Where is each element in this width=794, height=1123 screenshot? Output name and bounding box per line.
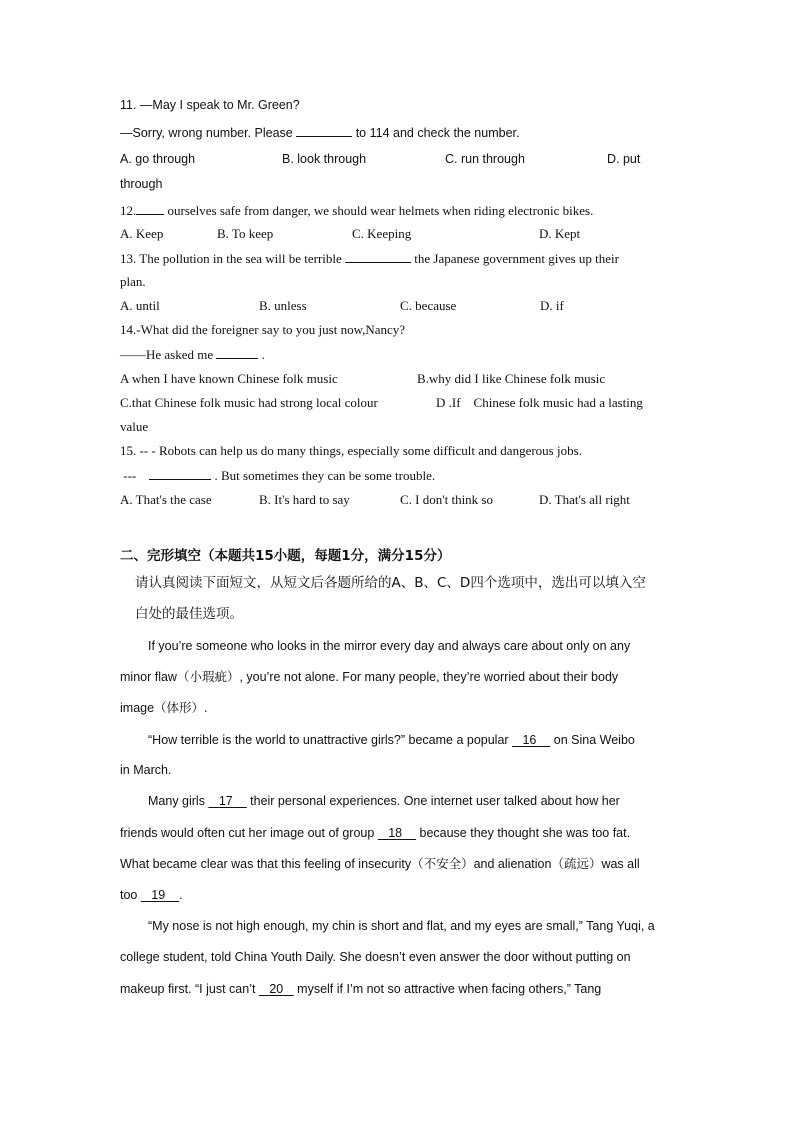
passage-p3-line3: What became clear was that this feeling of insecurity（不安全）and alienation（疏远）was all (120, 857, 640, 871)
q12-option-c: C. Keeping (352, 226, 412, 241)
q11-option-c: C. run through (445, 152, 525, 166)
q12-answer-blank (136, 202, 164, 215)
q11-option-d: D. put (607, 152, 641, 166)
q15-reply-post: . But sometimes they can be some trouble. (211, 468, 436, 483)
passage-p3-line1-pre: Many girls (148, 794, 209, 808)
q15-option-d: D. That's all right (539, 492, 630, 507)
q15-reply (120, 467, 435, 484)
section2-title: 二、完形填空（本题共15小题，每题1分，满分15分） (120, 548, 451, 564)
passage-p2-line2: in March. (120, 763, 172, 777)
q14-reply-pre: ——He asked me (120, 347, 217, 362)
q15-option-b: B. It's hard to say (259, 492, 350, 507)
passage-p3-line2 (120, 825, 630, 841)
q11-option-d-continued: through (120, 177, 163, 191)
passage-p3-line1-post: their personal experiences. One internet user talked about how her (246, 794, 620, 808)
blank-18 (378, 826, 416, 840)
q14-option-c: C.that Chinese folk music had strong local colour (120, 395, 378, 410)
q12-stem (120, 202, 593, 219)
blank-20-number: 20 (269, 982, 284, 996)
q12-number: 12. (120, 203, 137, 218)
passage-p2-line1-pre: “How terrible is the world to unattractive girls?” became a popular (148, 733, 513, 747)
q12-option-b: B. To keep (217, 226, 274, 241)
q14-reply-post: . (258, 347, 265, 362)
blank-19 (141, 888, 179, 902)
q11-answer-blank (296, 124, 352, 137)
passage-p4-line3 (120, 981, 601, 997)
q13-option-c: C. because (400, 298, 457, 313)
q14-option-d: D .If Chinese folk music had a lasting (436, 395, 643, 410)
section2-instruction-line1: 请认真阅读下面短文，从短文后各题所给的A、B、C、D四个选项中，选出可以填入空 (135, 575, 646, 591)
q13-stem-pre: 13. The pollution in the sea will be terrible (120, 251, 346, 266)
q11-reply-pre: —Sorry, wrong number. Please (120, 126, 297, 140)
passage-p4-line3-post: myself if I’m not so attractive when facing others,” Tang (293, 982, 602, 996)
blank-18-number: 18 (388, 826, 403, 840)
q13-option-d: D. if (540, 298, 564, 313)
q15-stem: 15. -- - Robots can help us do many things, especially some difficult and dangerous jobs. (120, 443, 582, 458)
passage-p3-line4-pre: too (120, 888, 141, 902)
passage-p3-line2-pre: friends would often cut her image out of group (120, 826, 378, 840)
q15-option-a: A. That's the case (120, 492, 212, 507)
q13-option-b: B. unless (259, 298, 307, 313)
blank-17-number: 17 (218, 794, 233, 808)
passage-p3-line2-post: because they thought she was too fat. (416, 826, 631, 840)
q13-stem-continued: plan. (120, 274, 146, 289)
q15-answer-blank (149, 467, 211, 480)
q15-reply-pre: --- (120, 468, 150, 483)
passage-p2-line1 (148, 732, 635, 748)
passage-p3-line4-post: . (179, 888, 183, 902)
q14-option-d-continued: value (120, 419, 149, 434)
passage-p1-line1: If you’re someone who looks in the mirror every day and always care about only on any (148, 639, 631, 653)
passage-p4-line3-pre: makeup first. “I just can’t (120, 982, 259, 996)
q12-option-a: A. Keep (120, 226, 164, 241)
q12-option-d: D. Kept (539, 226, 581, 241)
blank-16 (512, 733, 550, 747)
q13-answer-blank (345, 250, 411, 263)
blank-16-number: 16 (522, 733, 537, 747)
q11-stem: 11. —May I speak to Mr. Green? (120, 98, 300, 112)
passage-p1-line3: image（体形）. (120, 701, 208, 715)
passage-p3-line1 (148, 793, 620, 809)
q11-reply-post: to 114 and check the number. (352, 126, 520, 140)
q12-stem-text: ourselves safe from danger, we should wear helmets when riding electronic bikes. (164, 203, 594, 218)
q14-option-a: A when I have known Chinese folk music (120, 371, 338, 386)
blank-20 (259, 982, 294, 996)
passage-p4-line2: college student, told China Youth Daily. She doesn’t even answer the door without putting on (120, 950, 631, 964)
blank-17 (208, 794, 246, 808)
q14-reply (120, 346, 265, 363)
passage-p3-line4 (120, 887, 183, 903)
passage-p4-line1: “My nose is not high enough, my chin is short and flat, and my eyes are small,” Tang Yuqi, a (148, 919, 655, 933)
q15-option-c: C. I don't think so (400, 492, 493, 507)
q11-option-a: A. go through (120, 152, 196, 166)
q13-stem-post: the Japanese government gives up their (411, 251, 619, 266)
q14-stem: 14.-What did the foreigner say to you just now,Nancy? (120, 322, 406, 337)
q11-option-b: B. look through (282, 152, 367, 166)
q11-reply (120, 124, 519, 141)
blank-19-number: 19 (151, 888, 166, 902)
passage-p1-line2: minor flaw（小瑕疵）, you’re not alone. For many people, they’re worried about their body (120, 670, 619, 684)
passage-p2-line1-post: on Sina Weibo (550, 733, 635, 747)
section2-instruction-line2: 白处的最佳选项。 (135, 606, 243, 622)
q13-stem (120, 250, 619, 267)
q13-option-a: A. until (120, 298, 160, 313)
q14-option-b: B.why did I like Chinese folk music (417, 371, 606, 386)
q14-answer-blank (216, 346, 258, 359)
